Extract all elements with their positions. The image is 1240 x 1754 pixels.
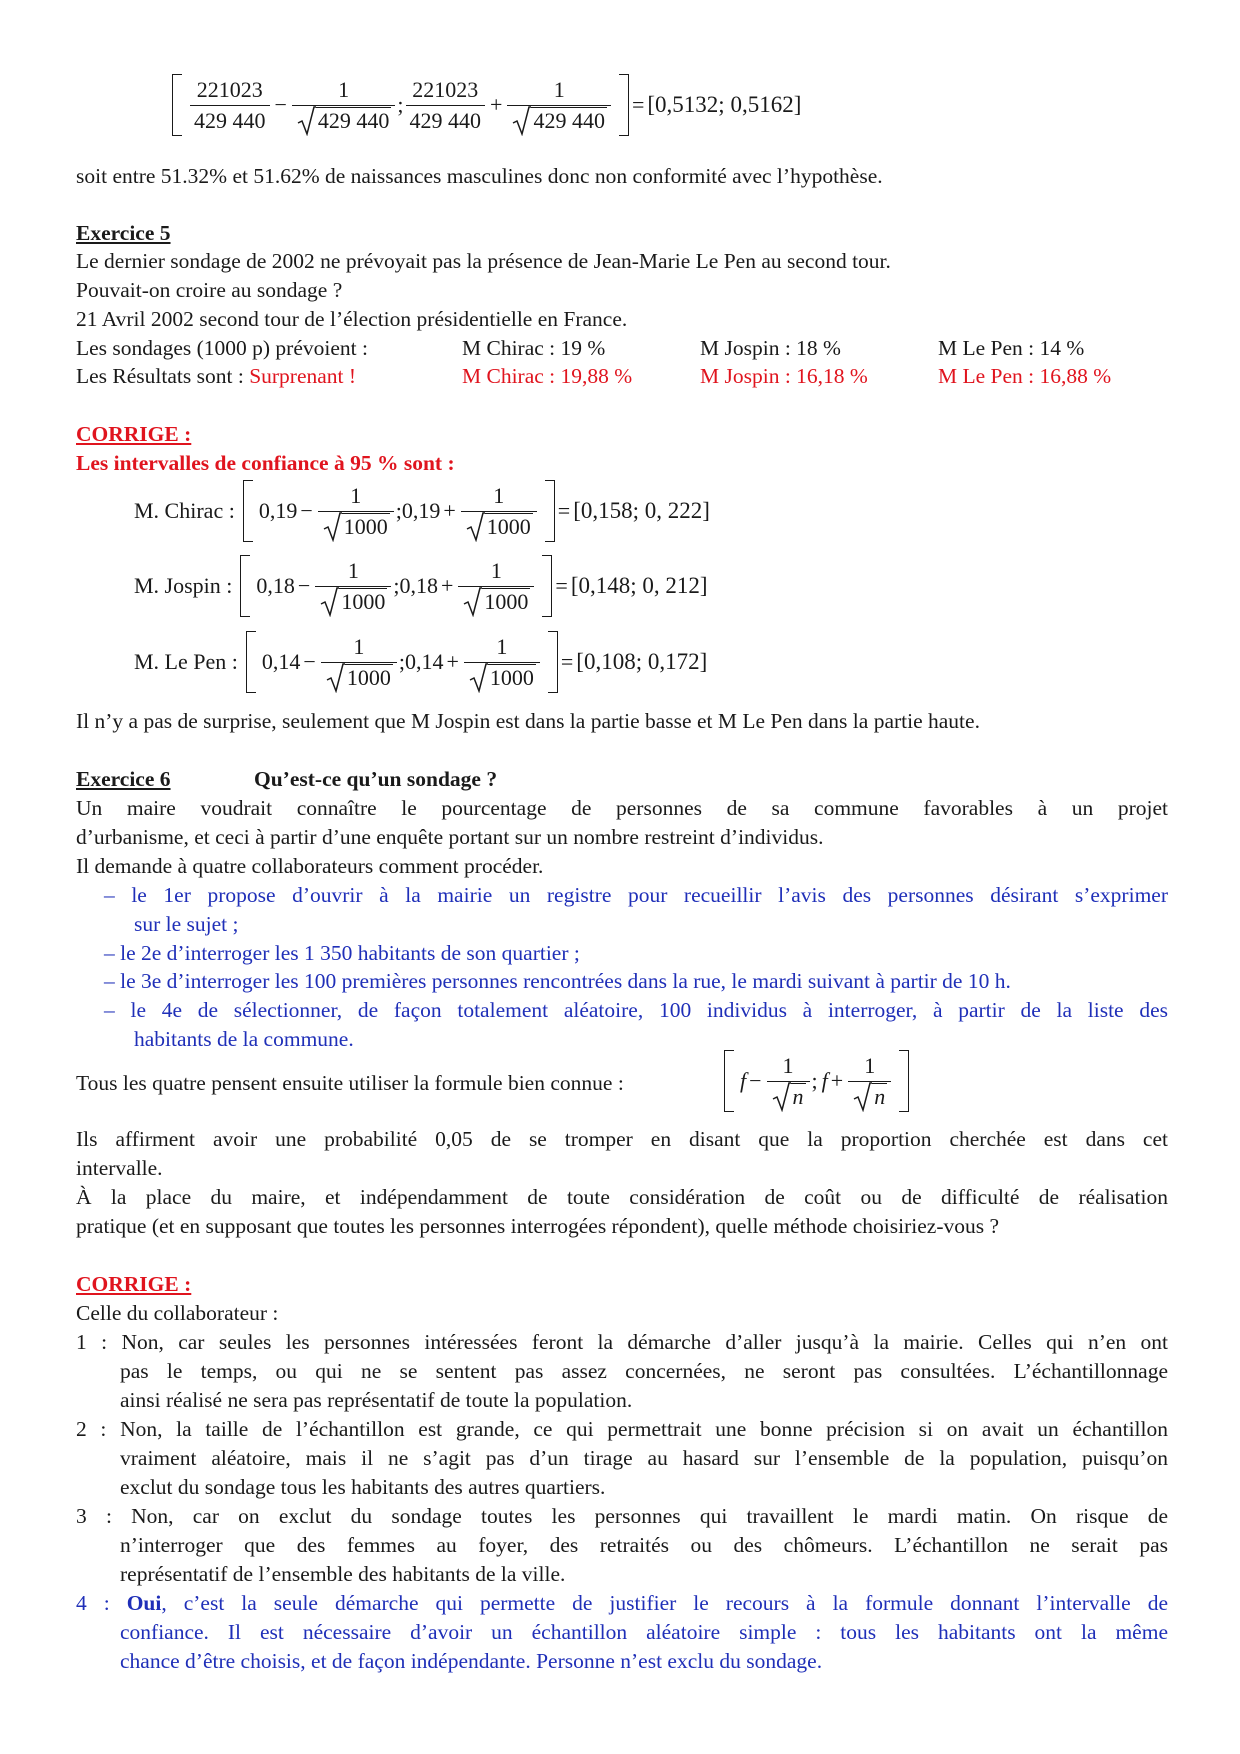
corrige-5-subtitle: Les intervalles de confiance à 95 % sont : (76, 451, 455, 475)
poll-chirac: M Chirac : 19 % (462, 336, 606, 360)
ex5-line: Pouvait-on croire au sondage ? (76, 278, 343, 302)
ex6-paragraph: pratique (et en supposant que toutes les personnes interrogées répondent), quelle méthode choisiriez-vous ? (76, 1214, 1000, 1238)
interval-lepen: M. Le Pen : 0,14 − $\frac{1}{1000}$ ; 0,14 + $\frac{1}{1000}$ = [0,108; 0,172] (134, 631, 707, 693)
answer-line: n’interroger que des femmes au foyer, des retraités ou des chômeurs. L’échantillon ne serait pas (120, 1533, 1168, 1557)
answer-line: exclut du sondage tous les habitants des autres quartiers. (120, 1475, 606, 1499)
right-bracket (619, 74, 629, 136)
interval-chirac: M. Chirac : 0,19 − $\frac{1}{1000}$ ; 0,19 + $\frac{1}{1000}$ = [0,158; 0, 222] (134, 480, 710, 542)
corrige-6-title: CORRIGE : (76, 1272, 192, 1296)
answer-line: 3 : Non, car on exclut du sondage toutes les personnes qui travaillent le mardi matin. On risque de (76, 1504, 1168, 1528)
answer-4-line: confiance. Il est nécessaire d’avoir un échantillon aléatoire simple : tous les habitants ont la même (120, 1620, 1168, 1644)
results-label: Les Résultats sont : Surprenant ! (76, 364, 357, 388)
polls-label: Les sondages (1000 p) prévoient : (76, 336, 368, 360)
fraction: $\frac{1}{429 440}$ (507, 75, 611, 136)
ex6-paragraph: d’urbanisme, et ceci à partir d’une enquête portant sur un nombre restreint d’individus. (76, 825, 824, 849)
interval-jospin: M. Jospin : 0,18 − $\frac{1}{1000}$ ; 0,18 + $\frac{1}{1000}$ = [0,148; 0, 212] (134, 555, 708, 617)
answer-4-line: chance d’être choisis, et de façon indépendante. Personne n’est exclu du sondage. (120, 1649, 823, 1673)
list-item: – le 4e de sélectionner, de façon totalement aléatoire, 100 individus à interroger, à partir de la liste des (104, 998, 1168, 1022)
exercise-6-heading: Qu’est-ce qu’un sondage ? (254, 767, 498, 791)
answer-line: 2 : Non, la taille de l’échantillon est grande, ce qui permettrait une bonne précision si on avait un échantillon (76, 1417, 1168, 1441)
answer-line: représentatif de l’ensemble des habitants de la ville. (120, 1562, 566, 1586)
answer-line: pas le temps, ou qui ne se sentent pas assez concernées, ne seront pas consultées. L’échantillonnage (120, 1359, 1168, 1383)
list-item: – le 3e d’interroger les 100 premières personnes rencontrées dans la rue, le mardi suivant à partir de 10 h. (104, 969, 1011, 993)
result-lepen: M Le Pen : 16,88 % (938, 364, 1112, 388)
result: [0,5132; 0,5162] (647, 92, 802, 117)
answer-line: ainsi réalisé ne sera pas représentatif de toute la population. (120, 1388, 633, 1412)
ex5-line: 21 Avril 2002 second tour de l’élection présidentielle en France. (76, 307, 628, 331)
result-chirac: M Chirac : 19,88 % (462, 364, 633, 388)
top-interval-formula: $\frac{221023}{429 440}$ − $\frac{1}{429 440}$ ; $\frac{221023}{429 440}$ + $\frac{1}{429 440}$ = [0,5132; 0,5162] (172, 74, 801, 136)
answer-line: vraiment aléatoire, mais il ne s’agit pas d’un tirage au hasard sur l’ensemble de la population, puisqu’on (120, 1446, 1168, 1470)
ex6-paragraph: Ils affirment avoir une probabilité 0,05 de se tromper en disant que la proportion cherchée est dans cet (76, 1127, 1168, 1151)
result-jospin: M Jospin : 16,18 % (700, 364, 868, 388)
ex5-line: Le dernier sondage de 2002 ne prévoyait pas la présence de Jean-Marie Le Pen au second tour. (76, 249, 891, 273)
fraction: $\frac{221023}{429 440}$ (190, 75, 270, 136)
list-item: – le 1er propose d’ouvrir à la mairie un registre pour recueillir l’avis des personnes désirant s’exprimer (104, 883, 1168, 907)
answer-line: 1 : Non, car seules les personnes intéressées feront la démarche d’aller jusqu’à la mairie. Celles qui n’en ont (76, 1330, 1168, 1354)
list-item: sur le sujet ; (134, 912, 239, 936)
known-formula: f − $\frac{1}{n}$ ; f + $\frac{1}{n}$ (724, 1050, 909, 1112)
corrige-5-conclusion: Il n’y a pas de surprise, seulement que M Jospin est dans la partie basse et M Le Pen dans la partie haute. (76, 709, 980, 733)
exercise-5-title: Exercice 5 (76, 221, 171, 245)
exercise-6-title: Exercice 6 (76, 767, 171, 791)
corrige-5-title: CORRIGE : (76, 422, 192, 446)
formula-intro: Tous les quatre pensent ensuite utiliser la formule bien connue : (76, 1071, 624, 1095)
list-item: – le 2e d’interroger les 1 350 habitants de son quartier ; (104, 941, 580, 965)
answer-4-line: 4 : Oui, c’est la seule démarche qui permette de justifier le recours à la formule donnant l’intervalle de (76, 1591, 1168, 1615)
top-conclusion: soit entre 51.32% et 51.62% de naissances masculines donc non conformité avec l’hypothèse. (76, 164, 883, 188)
ex6-paragraph: intervalle. (76, 1156, 163, 1180)
fraction: $\frac{1}{429 440}$ (292, 75, 396, 136)
left-bracket (172, 74, 182, 136)
ex6-paragraph: Un maire voudrait connaître le pourcentage de personnes de sa commune favorables à un projet (76, 796, 1168, 820)
poll-jospin: M Jospin : 18 % (700, 336, 841, 360)
corrige-6-intro: Celle du collaborateur : (76, 1301, 279, 1325)
ex6-paragraph: À la place du maire, et indépendamment de toute considération de coût ou de difficulté de réalisation (76, 1185, 1168, 1209)
list-item: habitants de la commune. (134, 1027, 354, 1051)
ex6-paragraph: Il demande à quatre collaborateurs comment procéder. (76, 854, 544, 878)
fraction: $\frac{221023}{429 440}$ (406, 75, 486, 136)
poll-lepen: M Le Pen : 14 % (938, 336, 1085, 360)
